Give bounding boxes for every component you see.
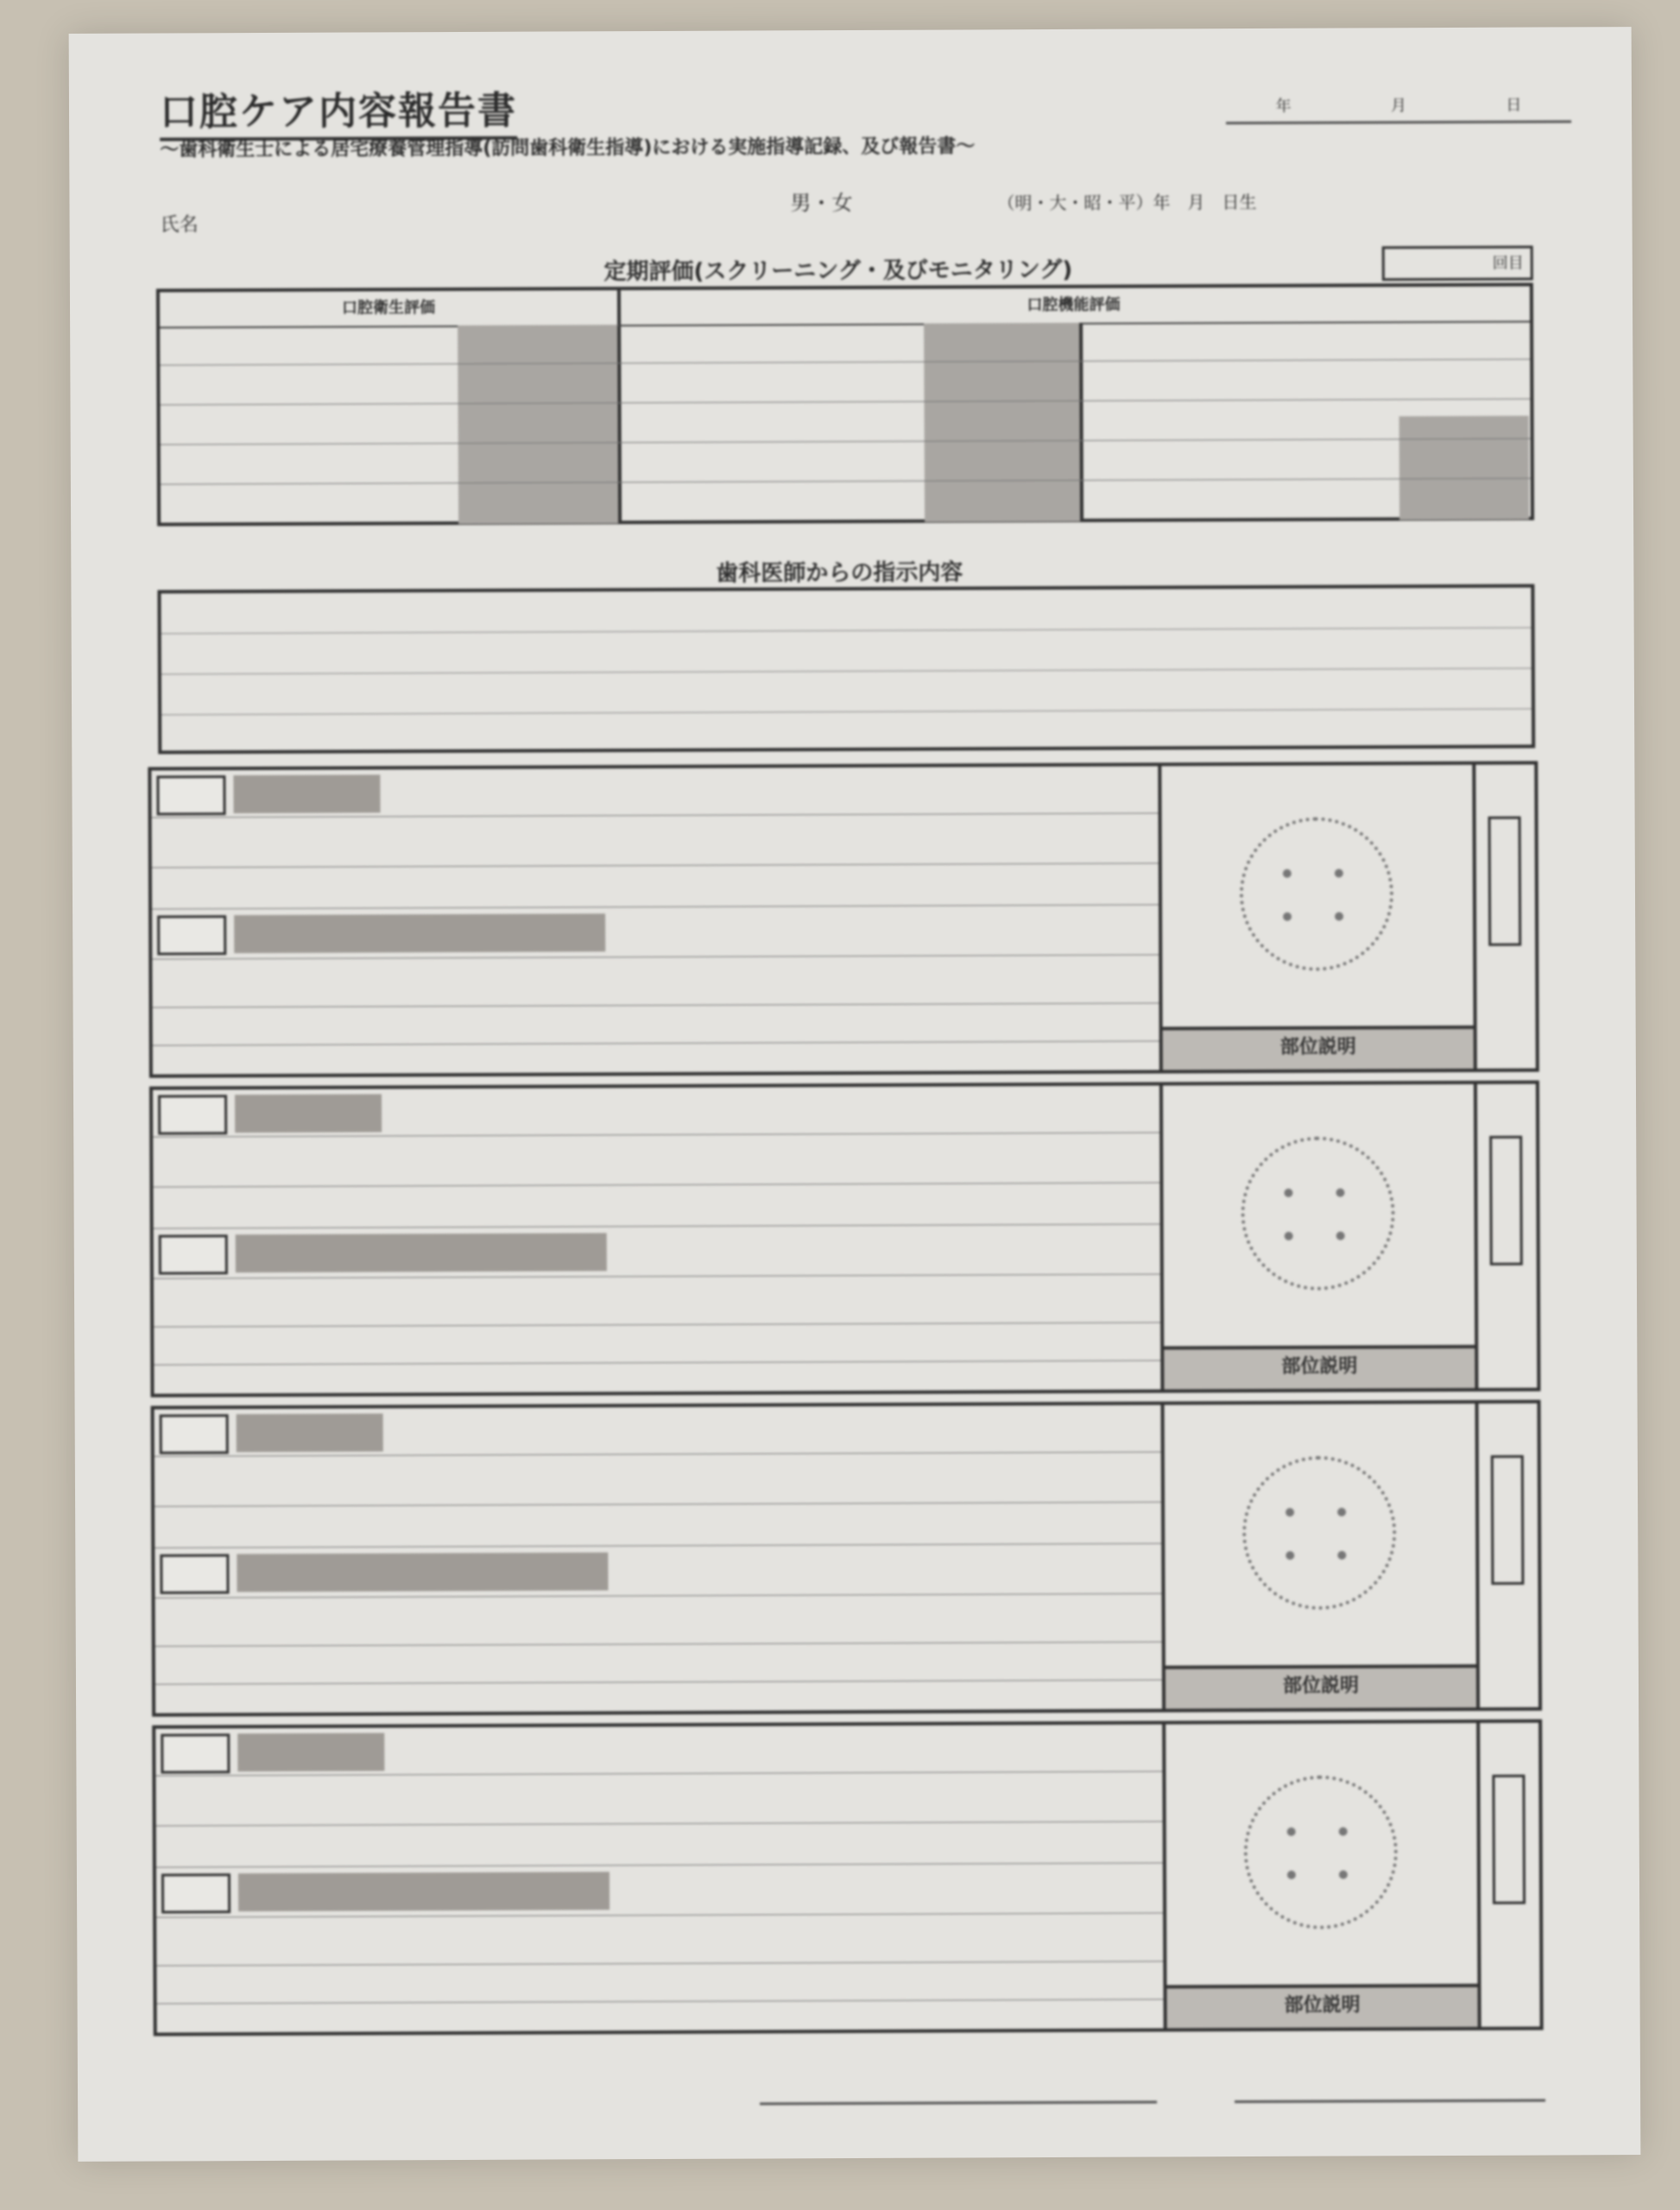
mouth-diagram (1241, 1136, 1395, 1291)
shaded-cell (237, 1552, 608, 1592)
mouth-diagram-panel (1161, 765, 1474, 1070)
visit-count-box: 回目 (1382, 246, 1533, 281)
entry-number-box (157, 915, 226, 955)
map-label: 部位説明 (1163, 1026, 1474, 1070)
side-label-box (1489, 1136, 1523, 1266)
instructions-row (161, 710, 1532, 755)
page-title: 口腔ケア内容報告書 (160, 79, 517, 142)
instructions-section-title: 歯科医師からの指示内容 (716, 559, 963, 587)
shaded-cell (238, 1872, 609, 1911)
instructions-row (161, 669, 1532, 716)
name-label: 氏名 (160, 214, 199, 237)
care-record-entries (153, 1085, 1165, 1393)
side-column (1474, 1084, 1538, 1388)
instructions-box (157, 584, 1535, 755)
mouth-diagram (1243, 1775, 1398, 1929)
entry-number-box (161, 1873, 231, 1913)
care-record-block (148, 761, 1539, 1078)
entry-number-box (156, 775, 225, 815)
year-char: 年 (1275, 97, 1292, 116)
day-char: 日 (1506, 96, 1522, 115)
care-record-block (149, 1081, 1541, 1398)
month-char: 月 (1390, 97, 1407, 116)
signature-line (760, 2100, 1157, 2105)
signature-line (1235, 2100, 1545, 2104)
shaded-cell (237, 1733, 384, 1771)
map-label: 部位説明 (1164, 1345, 1475, 1390)
mouth-diagram-panel (1165, 1723, 1478, 2029)
entry-number-box (160, 1414, 229, 1454)
hygiene-shaded-cells (458, 325, 618, 524)
shaded-cell (234, 913, 605, 953)
function-header: 口腔機能評価 (617, 287, 1530, 327)
care-record-entries (155, 1724, 1167, 2032)
side-column (1476, 1723, 1540, 2027)
entry-number-box (161, 1733, 230, 1773)
sheet-content (69, 27, 1632, 2017)
shaded-cell (237, 1413, 383, 1452)
entry-number-box (159, 1234, 228, 1274)
birthdate-label: （明・大・昭・平）年 月 日生 (997, 191, 1257, 214)
entry-number-box (160, 1554, 229, 1594)
instructions-row (161, 628, 1532, 675)
sex-label: 男・女 (790, 191, 853, 216)
map-label: 部位説明 (1165, 1664, 1476, 1709)
instructions-row (161, 588, 1531, 635)
hygiene-column (160, 290, 622, 522)
side-label-box (1492, 1775, 1525, 1904)
mouth-diagram-panel (1163, 1084, 1475, 1390)
page-subtitle: 〜歯科衛生士による居宅療養管理指導(訪問歯科衛生指導)における実施指導記録、及び報告書〜 (160, 136, 976, 161)
side-label-box (1488, 817, 1522, 946)
function-column (617, 287, 1531, 521)
side-column (1472, 765, 1536, 1069)
mouth-diagram (1242, 1455, 1397, 1610)
shaded-cell (235, 1094, 382, 1133)
function-shaded-cells (924, 323, 1080, 522)
mouth-diagram (1240, 817, 1394, 971)
mouth-diagram-panel (1165, 1404, 1477, 1709)
shaded-cell (236, 1233, 607, 1272)
side-column (1475, 1404, 1539, 1708)
shaded-cell (233, 774, 380, 813)
care-record-entries (151, 766, 1163, 1074)
care-record-block (152, 1720, 1544, 2036)
screening-table (156, 283, 1534, 527)
report-sheet (69, 27, 1641, 2162)
hygiene-header: 口腔衛生評価 (160, 290, 617, 328)
function-divider (1079, 323, 1083, 521)
care-record-block (151, 1400, 1543, 1717)
date-field (1226, 92, 1571, 117)
map-label: 部位説明 (1167, 1984, 1478, 2029)
side-label-box (1491, 1455, 1525, 1585)
care-record-entries (155, 1405, 1166, 1713)
function-shaded-right (1399, 416, 1530, 521)
entry-number-box (158, 1095, 227, 1134)
screening-section-title: 定期評価(スクリーニング・及びモニタリング) (603, 256, 1073, 286)
